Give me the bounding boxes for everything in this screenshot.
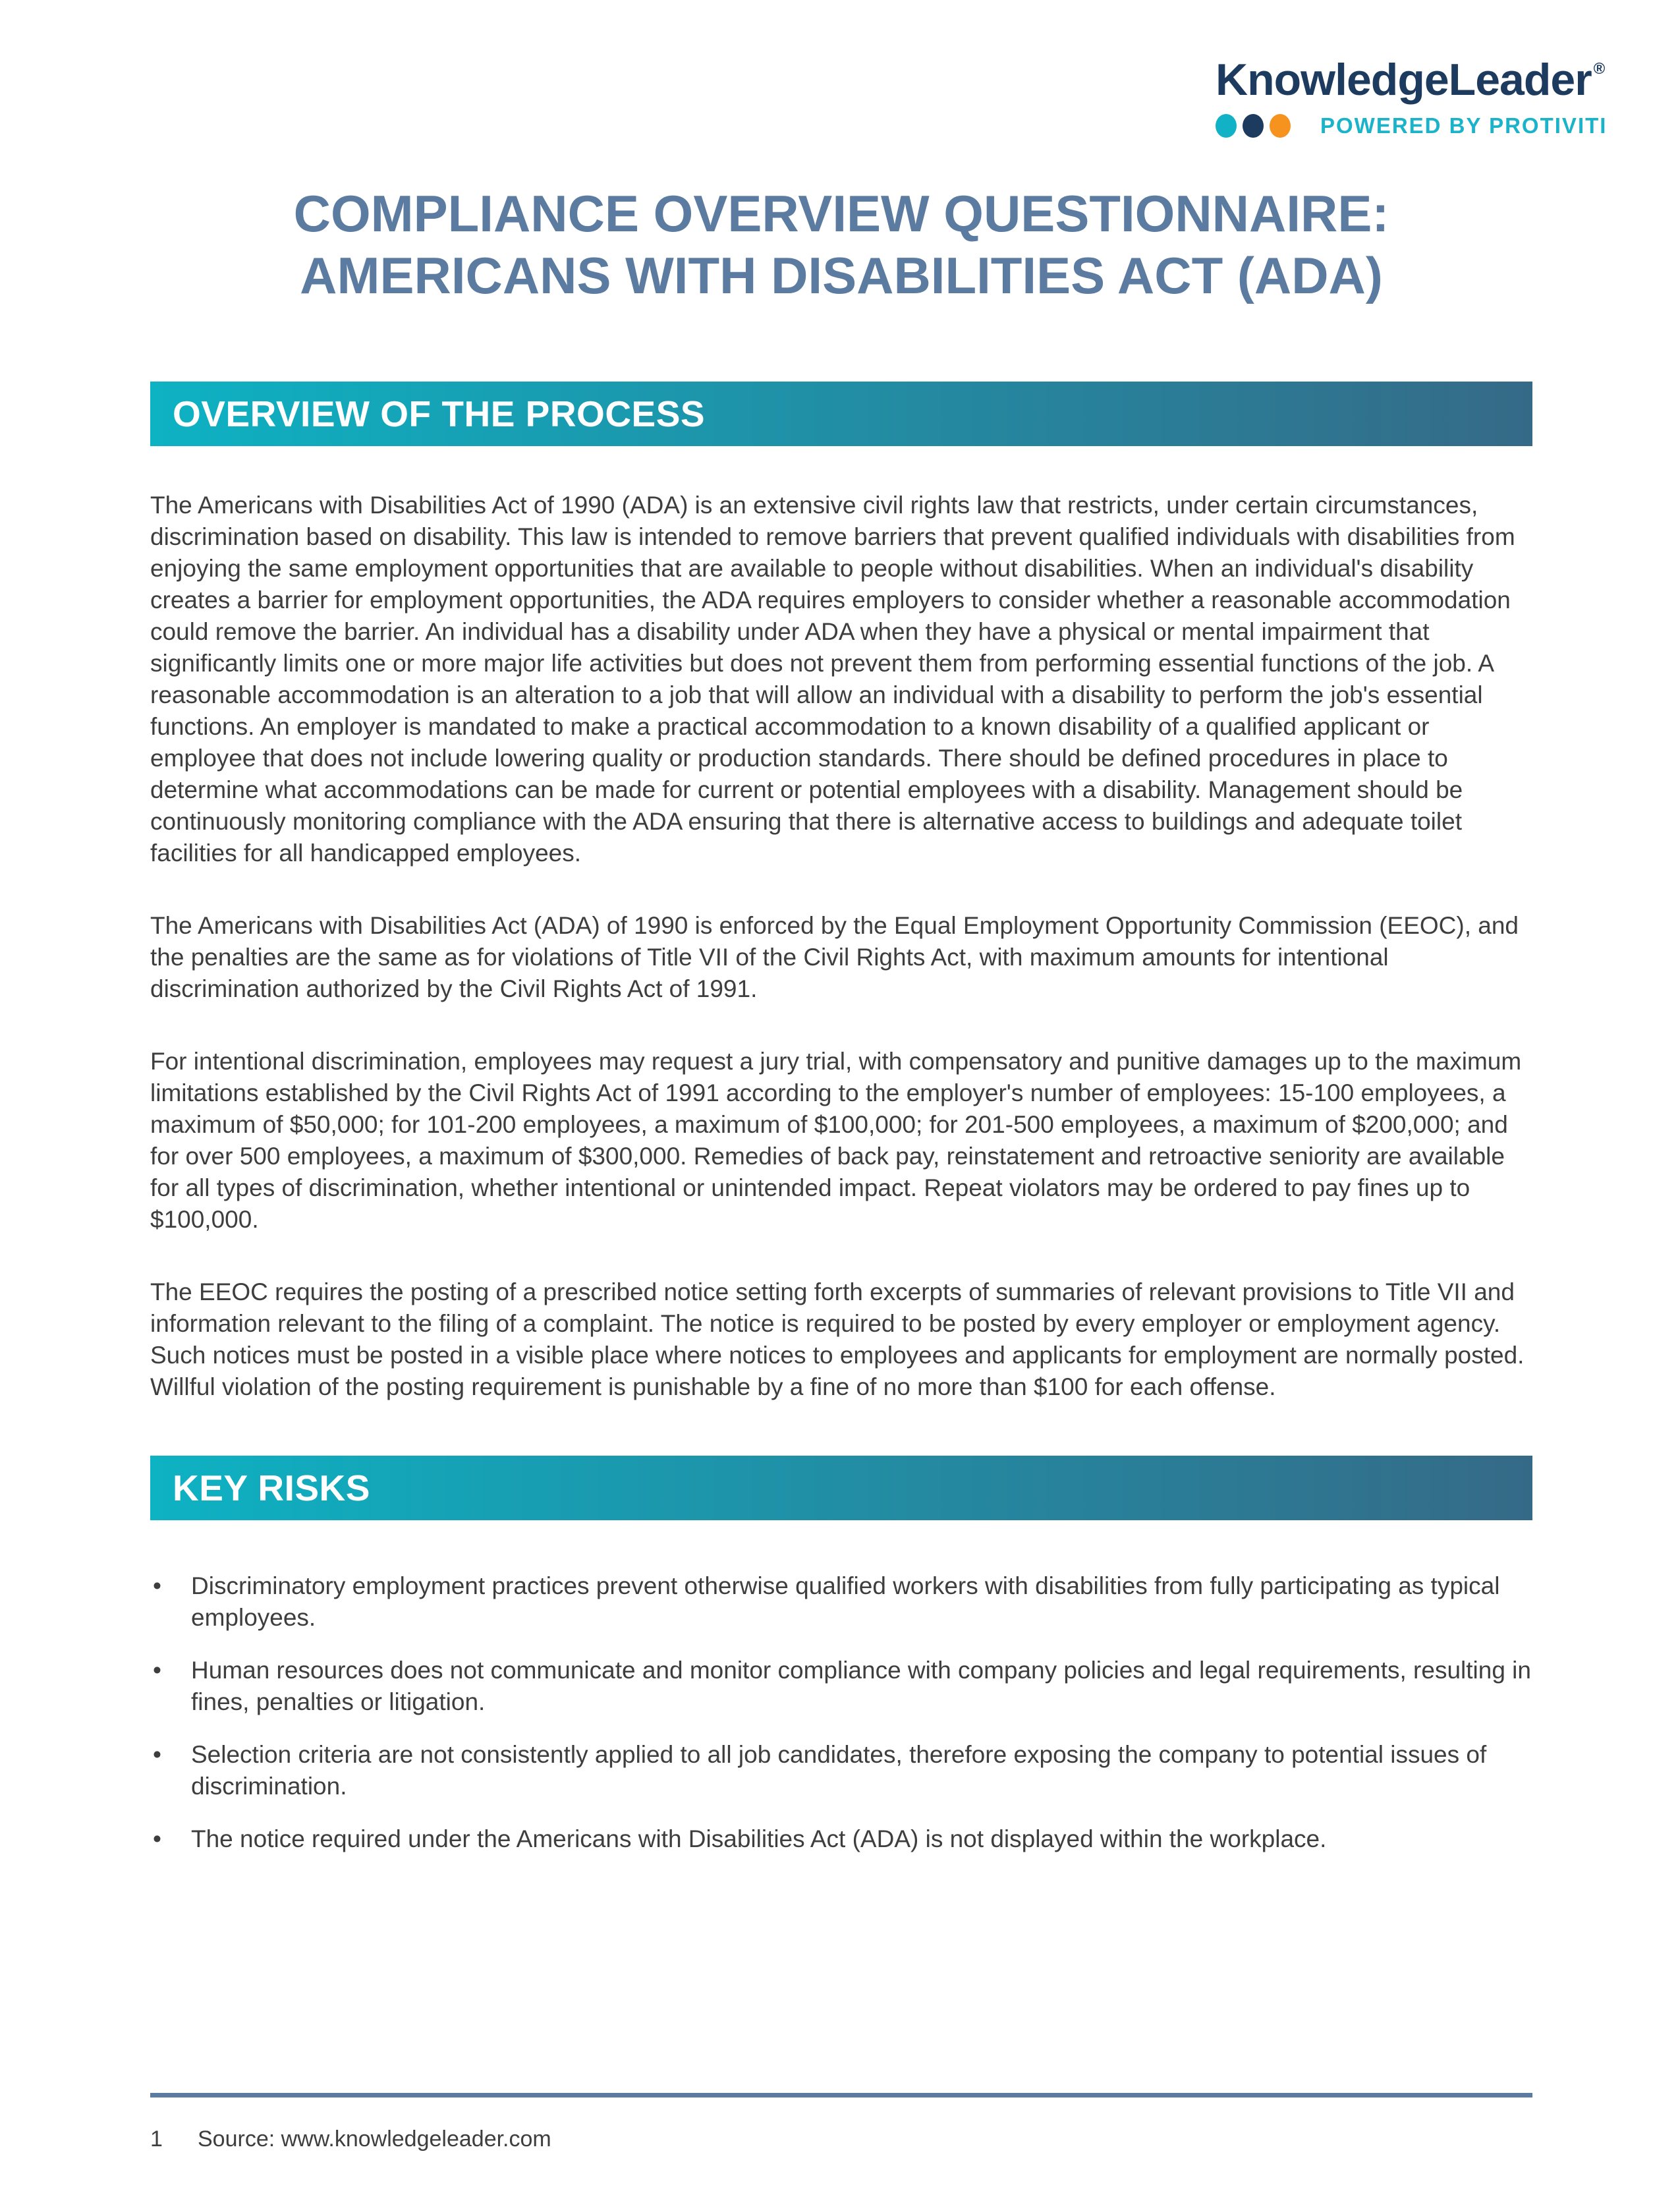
section-header-overview-of-the-process — [150, 382, 1532, 446]
footer-text-row — [150, 2126, 1532, 2152]
list-item — [150, 1739, 1532, 1802]
logo-tagline: POWERED BY PROTIVITI — [1320, 113, 1608, 138]
bullet-icon: • — [153, 1741, 161, 1768]
list-item-text: Selection criteria are not consistently applied to all job candidates, therefore exposing the company to potential issues of discrimination. — [191, 1741, 1487, 1800]
key-risks-list — [150, 1570, 1532, 1855]
bullet-icon: • — [153, 1572, 161, 1599]
overview-paragraph-3: For intentional discrimination, employees may request a jury trial, with compensatory and punitive damages up to the maximum limitations established by the Civil Rights Act of 1991 according to the employer's number of employees: 15-100 employees, a maximum of $50,000; for 101-200 employees, a maximum of $100,000; for 201-500 employees, a maximum of $200,000; and for over 500 employees, a maximum of $300,000. Remedies of back pay, reinstatement and retroactive seniority are available for all types of discrimination, whether intentional or unintended impact. Repeat violators may be ordered to pay fines up to $100,000. — [150, 1048, 1522, 1233]
list-item — [150, 1655, 1532, 1718]
bullet-icon: • — [153, 1825, 161, 1852]
page-title-line-1: COMPLIANCE OVERVIEW QUESTIONNAIRE: — [293, 185, 1389, 243]
logo-dot-navy-icon — [1243, 114, 1264, 138]
page-title-line-2: AMERICANS WITH DISABILITIES ACT (ADA) — [300, 246, 1383, 304]
list-item-text: The notice required under the Americans with Disabilities Act (ADA) is not displayed within the workplace. — [191, 1825, 1327, 1852]
page-footer — [150, 2093, 1532, 2152]
document-content — [150, 382, 1532, 1876]
logo-dot-orange-icon — [1270, 114, 1291, 138]
registered-trademark-icon: ® — [1593, 60, 1606, 78]
overview-paragraph-1: The Americans with Disabilities Act of 1990 (ADA) is an extensive civil rights law that restricts, under certain circumstances, discrimination based on disability. This law is intended to remove barriers that prevent qualified individuals with disabilities from enjoying the same employment opportunities that are available to people without disabilities. When an individual's disability creates a barrier for employment opportunities, the ADA requires employers to consider whether a reasonable accommodation could remove the barrier. An individual has a disability under ADA when they have a physical or mental impairment that significantly limits one or more major life activities but does not prevent them from performing essential functions of the job. A reasonable accommodation is an alteration to a job that will allow an individual with a disability to perform the job's essential functions. An employer is mandated to make a practical accommodation to a known disability of a qualified applicant or employee that does not include lowering quality or production standards. There should be defined procedures in place to determine what accommodations can be made for current or potential employees with a disability. Management should be continuously monitoring compliance with the ADA ensuring that there is alternative access to buildings and adequate toilet facilities for all handicapped employees. — [150, 492, 1515, 867]
logo-wordmark: KnowledgeLeader — [1216, 55, 1592, 105]
overview-paragraph-4: The EEOC requires the posting of a prescribed notice setting forth excerpts of summaries of relevant provisions to Title VII and information relevant to the filing of a complaint. The notice is required to be posted by every employer or employment agency. Such notices must be posted in a visible place where notices to employees and applicants for employment are normally posted. Willful violation of the posting requirement is punishable by a fine of no more than $100 for each offense. — [150, 1278, 1525, 1400]
logo-dot-teal-icon — [1216, 114, 1237, 138]
list-item-text: Human resources does not communicate and monitor compliance with company policies and legal requirements, resulting in fines, penalties or litigation. — [191, 1657, 1531, 1715]
source-text: Source: www.knowledgeleader.com — [198, 2126, 551, 2152]
page-title — [150, 183, 1532, 306]
list-item — [150, 1823, 1532, 1855]
knowledgeleader-logo — [1216, 54, 1608, 138]
logo-wordmark-row — [1216, 54, 1606, 105]
page-number: 1 — [150, 2126, 163, 2152]
list-item-text: Discriminatory employment practices prevent otherwise qualified workers with disabilities from fully participating as typical employees. — [191, 1572, 1500, 1631]
section-heading-label: OVERVIEW OF THE PROCESS — [173, 393, 706, 434]
bullet-icon: • — [153, 1657, 161, 1684]
logo-tagline-row — [1216, 113, 1608, 138]
list-item — [150, 1570, 1532, 1634]
section-heading-label: KEY RISKS — [173, 1468, 370, 1508]
section-header-key-risks — [150, 1456, 1532, 1520]
overview-paragraph-2: The Americans with Disabilities Act (ADA) of 1990 is enforced by the Equal Employment Opportunity Commission (EEOC), and the penalties are the same as for violations of Title VII of the Civil Rights Act, with maximum amounts for intentional discrimination authorized by the Civil Rights Act of 1991. — [150, 912, 1519, 1002]
footer-divider — [150, 2093, 1532, 2097]
